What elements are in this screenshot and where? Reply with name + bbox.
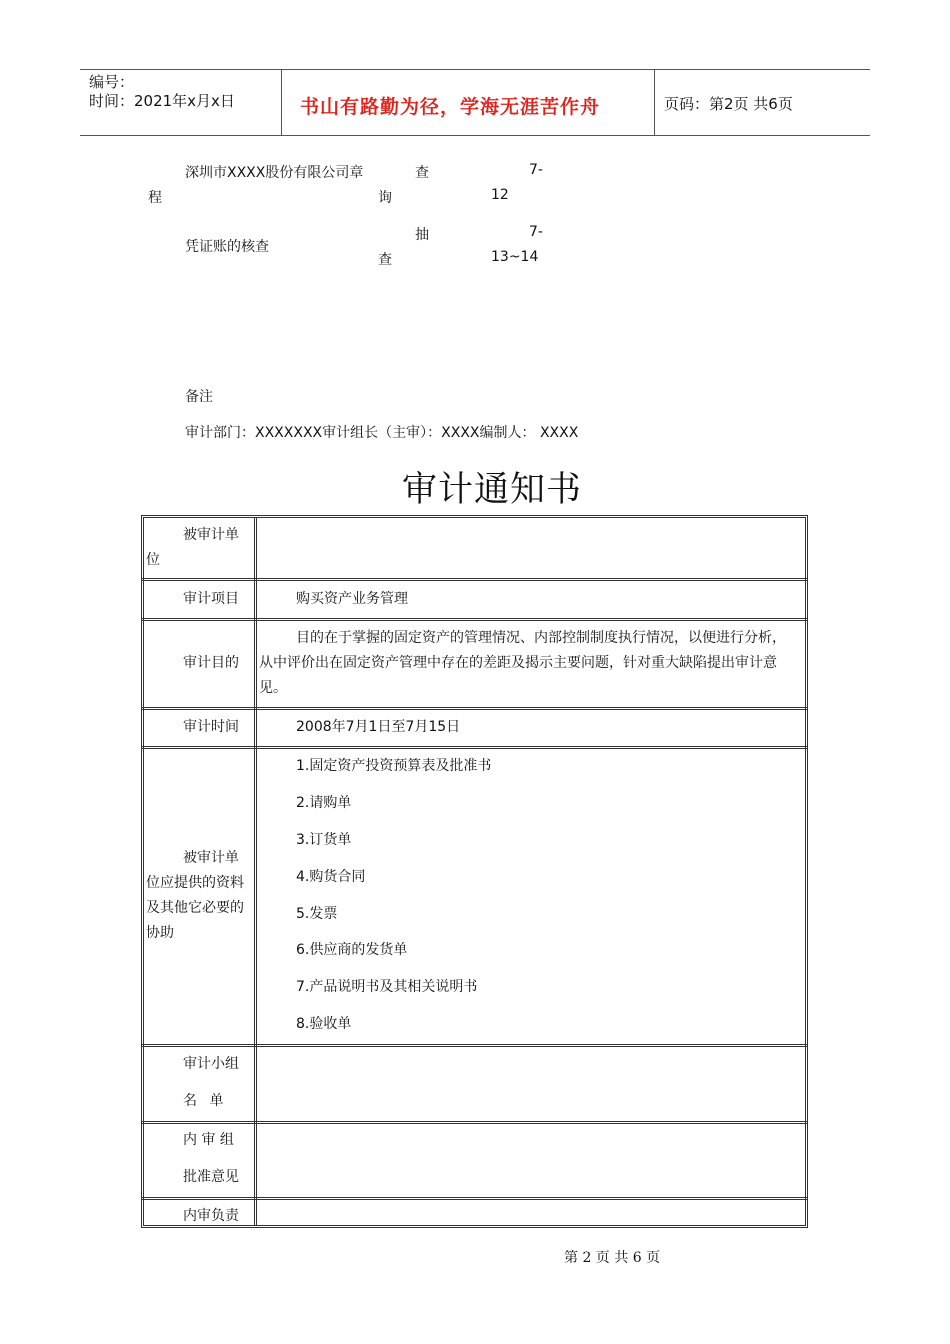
- time-value: 2008年7月1日至7月15日: [296, 719, 461, 735]
- header-divider-left: [281, 69, 282, 136]
- purpose-line-3: 见。: [259, 680, 287, 696]
- intro-row-2-ref-bottom: 13~14: [491, 249, 539, 265]
- table-row-divider: [141, 746, 808, 749]
- materials-list-item: 2.请购单: [296, 795, 352, 811]
- page-footer: 第 2 页 共 6 页: [564, 1250, 661, 1266]
- head-label: 内审负责: [183, 1208, 239, 1224]
- materials-label-cont: 协助: [146, 925, 174, 941]
- remarks-label: 备注: [185, 389, 213, 405]
- materials-list-item: 7.产品说明书及其相关说明书: [296, 979, 478, 995]
- time-label: 审计时间: [183, 719, 239, 735]
- purpose-line-1: 目的在于掌握的固定资产的管理情况、内部控制制度执行情况，以便进行分析，: [296, 630, 786, 646]
- table-row-divider: [141, 1121, 808, 1124]
- intro-row-1-method-bottom: 询: [378, 190, 392, 206]
- table-column-divider: [254, 518, 257, 1225]
- approval-label-cont: 批准意见: [183, 1169, 239, 1185]
- table-row-divider: [141, 578, 808, 581]
- intro-row-1-name-cont: 程: [148, 190, 162, 206]
- materials-list-item: 5.发票: [296, 906, 338, 922]
- table-row-divider: [141, 1197, 808, 1200]
- header-motto: 书山有路勤为径，学海无涯苦作舟: [300, 96, 601, 118]
- header-time-label: 时间：2021年x月x日: [89, 92, 235, 110]
- materials-label-cont: 及其他它必要的: [146, 900, 244, 916]
- approval-label: 内 审 组: [183, 1132, 234, 1148]
- purpose-line-2: 从中评价出在固定资产管理中存在的差距及揭示主要问题，针对重大缺陷提出审计意: [259, 655, 777, 671]
- materials-list-item: 1.固定资产投资预算表及批准书: [296, 758, 492, 774]
- header-number-label: 编号：: [89, 73, 135, 91]
- project-label: 审计项目: [183, 591, 239, 607]
- materials-list-item: 4.购货合同: [296, 869, 366, 885]
- table-row-divider: [141, 1044, 808, 1047]
- auditee-label: 被审计单: [183, 527, 239, 543]
- intro-row-1-name: 深圳市XXXX股份有限公司章: [185, 165, 364, 181]
- team-label: 审计小组: [183, 1056, 239, 1072]
- project-value: 购买资产业务管理: [296, 591, 408, 607]
- auditee-label-cont: 位: [146, 552, 160, 568]
- materials-list-item: 6.供应商的发货单: [296, 942, 408, 958]
- intro-row-2-ref-top: 7-: [529, 224, 543, 240]
- header-divider-right: [654, 69, 655, 136]
- intro-row-1-ref-top: 7-: [529, 162, 543, 178]
- intro-row-2-method-top: 抽: [415, 227, 429, 243]
- table-row-divider: [141, 618, 808, 621]
- materials-list-item: 3.订货单: [296, 832, 352, 848]
- header-bottom-rule: [80, 135, 870, 136]
- audit-dept-line: 审计部门：XXXXXXX审计组长（主审）：XXXX编制人： XXXX: [185, 425, 579, 441]
- intro-row-1-ref-bottom: 12: [491, 187, 509, 203]
- materials-label: 被审计单: [183, 850, 239, 866]
- header-top-rule: [80, 69, 870, 70]
- intro-row-2-method-bottom: 查: [378, 252, 392, 268]
- purpose-label: 审计目的: [183, 655, 239, 671]
- notice-title: 审计通知书: [402, 470, 583, 510]
- header-page-label: 页码：第2页 共6页: [664, 95, 793, 113]
- intro-row-2-name: 凭证账的核查: [185, 239, 269, 255]
- materials-list-item: 8.验收单: [296, 1016, 352, 1032]
- team-label-cont: 名 单: [183, 1093, 228, 1109]
- intro-row-1-method-top: 查: [415, 165, 429, 181]
- materials-label-cont: 位应提供的资料: [146, 875, 244, 891]
- table-row-divider: [141, 707, 808, 710]
